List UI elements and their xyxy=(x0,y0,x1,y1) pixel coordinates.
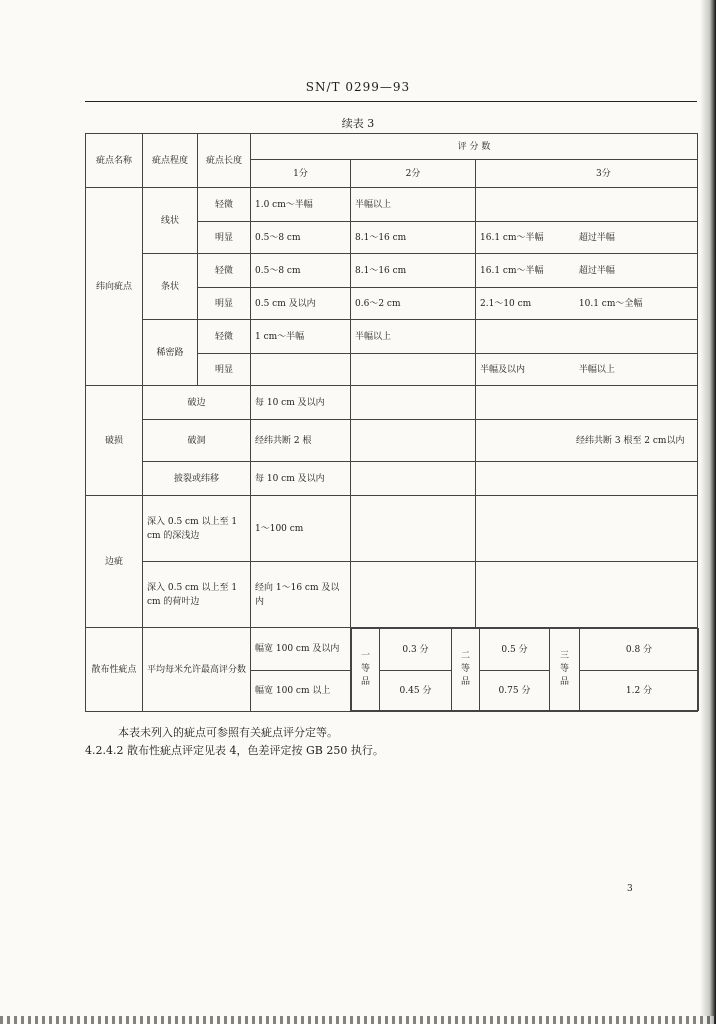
grade-value: 1.2 分 xyxy=(580,671,699,711)
header-score: 评 分 数 xyxy=(251,134,698,160)
table-cell: 每 10 cm 及以内 xyxy=(251,462,351,496)
table-cell xyxy=(351,562,476,628)
page-number: 3 xyxy=(627,884,633,894)
table-cell xyxy=(476,386,698,420)
score-2: 2分 xyxy=(351,160,476,188)
grade-label: 三等品 xyxy=(550,629,580,711)
grade-value: 0.3 分 xyxy=(380,629,452,671)
table-cell: 0.6～2 cm xyxy=(351,288,476,320)
weft-degree-density: 稀密路 xyxy=(143,320,198,386)
damage-label: 披裂或纬移 xyxy=(143,462,251,496)
damage-label: 破洞 xyxy=(143,420,251,462)
table-cell: 0.5～8 cm xyxy=(251,222,351,254)
table-cell xyxy=(476,320,698,354)
grade-label: 二等品 xyxy=(452,629,480,711)
table-cell: 1～100 cm xyxy=(251,496,351,562)
length-label: 轻微 xyxy=(198,254,251,288)
grade-label: 一等品 xyxy=(352,629,380,711)
score-1: 1分 xyxy=(251,160,351,188)
header-defect-length: 疵点长度 xyxy=(198,134,251,188)
table-cell: 1.0 cm～半幅 xyxy=(251,188,351,222)
scattered-desc: 平均每米允许最高评分数 xyxy=(143,628,251,712)
grade-value: 0.8 分 xyxy=(580,629,699,671)
table-cell xyxy=(351,462,476,496)
table-cell xyxy=(476,188,698,222)
table-cell: 8.1～16 cm xyxy=(351,222,476,254)
table-cell xyxy=(476,222,698,254)
cell-part: 超过半幅 xyxy=(578,265,615,276)
header-rule xyxy=(85,101,697,102)
weft-degree-line: 线状 xyxy=(143,188,198,254)
length-label: 明显 xyxy=(198,222,251,254)
table-cell xyxy=(476,462,698,496)
edge-label: 深入 0.5 cm 以上至 1 cm 的荷叶边 xyxy=(143,562,251,628)
width-label: 幅宽 100 cm 以上 xyxy=(251,671,351,712)
cell-part: 16.1 cm～半幅 xyxy=(480,232,544,243)
table-cell: 经纬共断 3 根至 2 cm以内 xyxy=(476,420,698,462)
score-3: 3分 xyxy=(476,160,698,188)
table-cell: 每 10 cm 及以内 xyxy=(251,386,351,420)
table-cell xyxy=(251,354,351,386)
table-cell: 经向 1～16 cm 及以内 xyxy=(251,562,351,628)
table-cell xyxy=(351,420,476,462)
table-cell xyxy=(351,386,476,420)
table-caption: 续表 3 xyxy=(341,117,375,130)
width-label: 幅宽 100 cm 及以内 xyxy=(251,628,351,671)
damage-label: 破边 xyxy=(143,386,251,420)
table-cell: 半幅以上 xyxy=(351,320,476,354)
table-cell xyxy=(351,496,476,562)
cell-part: 2.1～10 cm xyxy=(480,298,532,309)
edge-defect-name: 边疵 xyxy=(86,496,143,628)
table-cell xyxy=(476,562,698,628)
cell-part: 半幅及以内 xyxy=(480,364,526,375)
weft-degree-strip: 条状 xyxy=(143,254,198,320)
edge-label: 深入 0.5 cm 以上至 1 cm 的深浅边 xyxy=(143,496,251,562)
table-cell: 0.5～8 cm xyxy=(251,254,351,288)
clause-4-2-4-2: 4.2.4.2 散布性疵点评定见表 4，色差评定按 GB 250 执行。 xyxy=(85,744,384,757)
table-cell xyxy=(476,496,698,562)
grade-cells xyxy=(351,628,698,712)
grade-subtable xyxy=(351,628,699,711)
length-label: 轻微 xyxy=(198,320,251,354)
cell-part: 16.1 cm～半幅 xyxy=(480,265,544,276)
grade-value: 0.75 分 xyxy=(480,671,550,711)
table-cell: 半幅以上 xyxy=(351,188,476,222)
grade-value: 0.5 分 xyxy=(480,629,550,671)
header-defect-degree: 疵点程度 xyxy=(143,134,198,188)
grade-value: 0.45 分 xyxy=(380,671,452,711)
table-cell xyxy=(476,254,698,288)
header-defect-name: 疵点名称 xyxy=(86,134,143,188)
scan-edge-shadow xyxy=(700,0,716,1024)
table-cell: 1 cm～半幅 xyxy=(251,320,351,354)
length-label: 明显 xyxy=(198,354,251,386)
table-cell: 0.5 cm 及以内 xyxy=(251,288,351,320)
table-cell: 经纬共断 2 根 xyxy=(251,420,351,462)
table-cell xyxy=(351,354,476,386)
cell-part: 半幅以上 xyxy=(578,364,615,375)
damage-defect-name: 破损 xyxy=(86,386,143,496)
length-label: 轻微 xyxy=(198,188,251,222)
defect-score-table xyxy=(85,133,698,712)
cell-part: 超过半幅 xyxy=(578,232,615,243)
table-cell xyxy=(476,288,698,320)
scan-bottom-artifact xyxy=(0,1016,716,1024)
scattered-defect-name: 散布性疵点 xyxy=(86,628,143,712)
weft-defect-name: 纬向疵点 xyxy=(86,188,143,386)
table-cell xyxy=(476,354,698,386)
table-note: 本表未列入的疵点可参照有关疵点评分定等。 xyxy=(118,726,338,739)
table-cell: 8.1～16 cm xyxy=(351,254,476,288)
length-label: 明显 xyxy=(198,288,251,320)
standard-number: SN/T 0299—93 xyxy=(305,80,411,94)
cell-part: 10.1 cm～全幅 xyxy=(578,298,643,309)
